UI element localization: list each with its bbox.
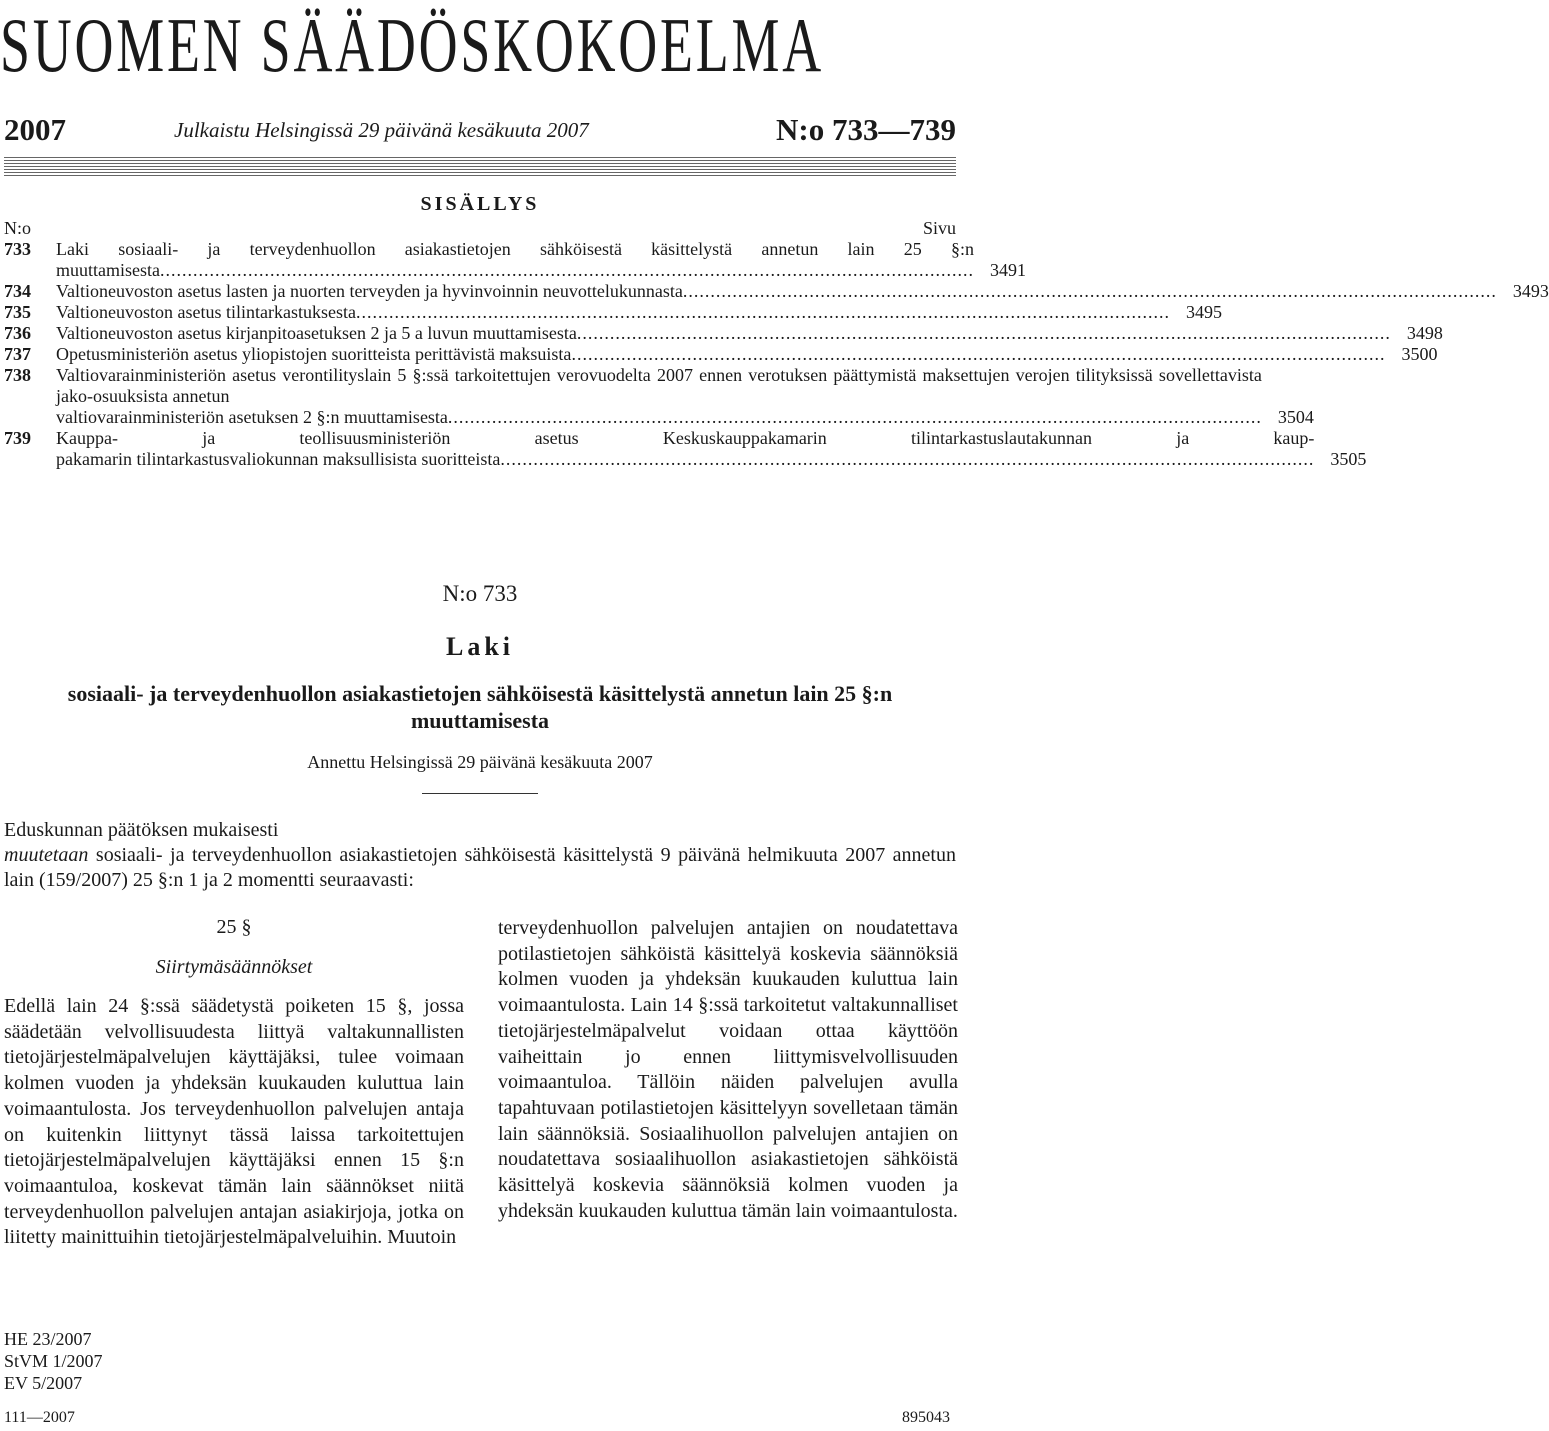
contents-title: SISÄLLYS bbox=[420, 193, 540, 215]
toc-item[interactable]: 737 Opetusministeriön asetus yliopistojen suoritteista perittävistä maksuista .................................................................................................................................................... 3500 bbox=[4, 344, 1438, 364]
publication-year: 2007 bbox=[4, 112, 66, 147]
reference: StVM 1/2007 bbox=[4, 1351, 103, 1371]
toc-col-no: N:o bbox=[4, 218, 31, 238]
toc-item[interactable]: 738 Valtiovarainministeriön asetus verontilityslain 5 §:ssä tarkoitettujen verovuodelta 2007 ennen verotuksen päättymistä maksettujen verojen tilityksissä sovellettavista jako-osuuksista annetun valtiovarainministeriön asetuksen 2 §:n muuttamisesta .................................................................................................................................................... 3504 bbox=[4, 365, 1314, 427]
table-of-contents bbox=[4, 218, 1549, 470]
legislative-references bbox=[4, 1328, 103, 1394]
reference: HE 23/2007 bbox=[4, 1329, 92, 1349]
given-date: Annettu Helsingissä 29 päivänä kesäkuuta 2007 bbox=[307, 752, 653, 772]
amendment-text: muutetaan sosiaali- ja terveydenhuollon asiakastietojen sähköisestä käsittelystä 9 päivänä helmikuuta 2007 annetun lain (159/2007) 25 §:n 1 ja 2 momentti seuraavasti: bbox=[4, 844, 956, 891]
law-title: sosiaali- ja terveydenhuollon asiakastietojen sähköisestä käsittelystä annetun lain 25 §:n muuttamisesta bbox=[67, 681, 893, 733]
reference: EV 5/2007 bbox=[4, 1373, 83, 1393]
section-text-right: terveydenhuollon palvelujen antajien on noudatettava potilastietojen sähköistä käsittelyä koskevia säännöksiä kolmen vuoden ja yhdeksän kuukauden kuluttua lain voimaantulosta. Lain 14 §:ssä tarkoitetut valtakunnalliset tietojärjestelmäpalvelut voidaan ottaa käyttöön vaiheittain jo ennen liittymisvelvollisuuden voimaantuloa. Tällöin näiden palvelujen avulla tapahtuvaan potilastietojen käsittelyyn sovelletaan tämän lain säännöksiä. Sosiaalihuollon palvelujen antajien on noudatettava sosiaalihuollon asiakastietojen sähköistä käsittelyä koskevia säännöksiä kolmen vuoden ja yhdeksän kuukauden kuluttua tämän lain voimaantulosta. bbox=[498, 917, 958, 1222]
footer-code-right: 895043 bbox=[902, 1409, 950, 1426]
issue-numbers: N:o 733—739 bbox=[776, 112, 956, 147]
enactment-clause bbox=[4, 818, 956, 893]
toc-item[interactable]: 739 Kauppa- ja teollisuusministeriön asetus Keskuskauppakamarin tilintarkastuslautakunnan ja kaup- pakamarin tilintarkastusvaliokunnan maksullisista suoritteista .................................................................................................................................................... 3505 bbox=[4, 428, 1367, 469]
section-text-left: Edellä lain 24 §:ssä säädetystä poiketen 15 §, jossa säädetään velvollisuudesta liittyä valtakunnallisten tietojärjestelmäpalvelujen käyttäjäksi, tulee voimaan kolmen vuoden ja yhdeksän kuukauden kuluttua lain voimaantulosta. Jos terveydenhuollon palvelujen antaja on kuitenkin liittynyt tässä laissa tarkoitettujen tietojärjestelmäpalvelujen käyttäjäksi ennen 15 §:n voimaantuloa, koskevat tämän lain säännökset niitä terveydenhuollon palvelujen antajan asiakirjoja, jotka on liitetty mainittuihin tietojärjestelmäpalveluihin. Muutoin bbox=[4, 995, 464, 1249]
enactment-line: Eduskunnan päätöksen mukaisesti bbox=[4, 819, 279, 841]
publication-date: Julkaistu Helsingissä 29 päivänä kesäkuuta 2007 bbox=[174, 118, 589, 142]
section-title: Siirtymäsäännökset bbox=[155, 956, 313, 978]
toc-col-page: Sivu bbox=[922, 218, 956, 238]
law-number: N:o 733 bbox=[442, 581, 518, 606]
toc-item[interactable]: 735 Valtioneuvoston asetus tilintarkastuksesta .................................................................................................................................................... 3495 bbox=[4, 302, 1222, 322]
title-divider bbox=[422, 793, 538, 794]
toc-item[interactable]: 736 Valtioneuvoston asetus kirjanpitoasetuksen 2 ja 5 a luvun muuttamisesta .................................................................................................................................................... 3498 bbox=[4, 323, 1443, 343]
law-kind: Laki bbox=[445, 632, 515, 661]
footer-code-left: 111—2007 bbox=[4, 1409, 75, 1426]
header-rules bbox=[4, 157, 956, 179]
toc-item[interactable]: 734 Valtioneuvoston asetus lasten ja nuorten terveyden ja hyvinvoinnin neuvottelukunnasta .................................................................................................................................................... 3493 bbox=[4, 281, 1549, 301]
toc-header bbox=[4, 218, 956, 239]
section-number: 25 § bbox=[216, 916, 252, 938]
masthead-title: SUOMEN SÄÄDÖSKOKOELMA bbox=[0, 2, 824, 88]
toc-item[interactable]: 733 Laki sosiaali- ja terveydenhuollon asiakastietojen sähköisestä käsittelystä annetun lain 25 §:n muuttamisesta .................................................................................................................................................... 3491 bbox=[4, 239, 1026, 280]
